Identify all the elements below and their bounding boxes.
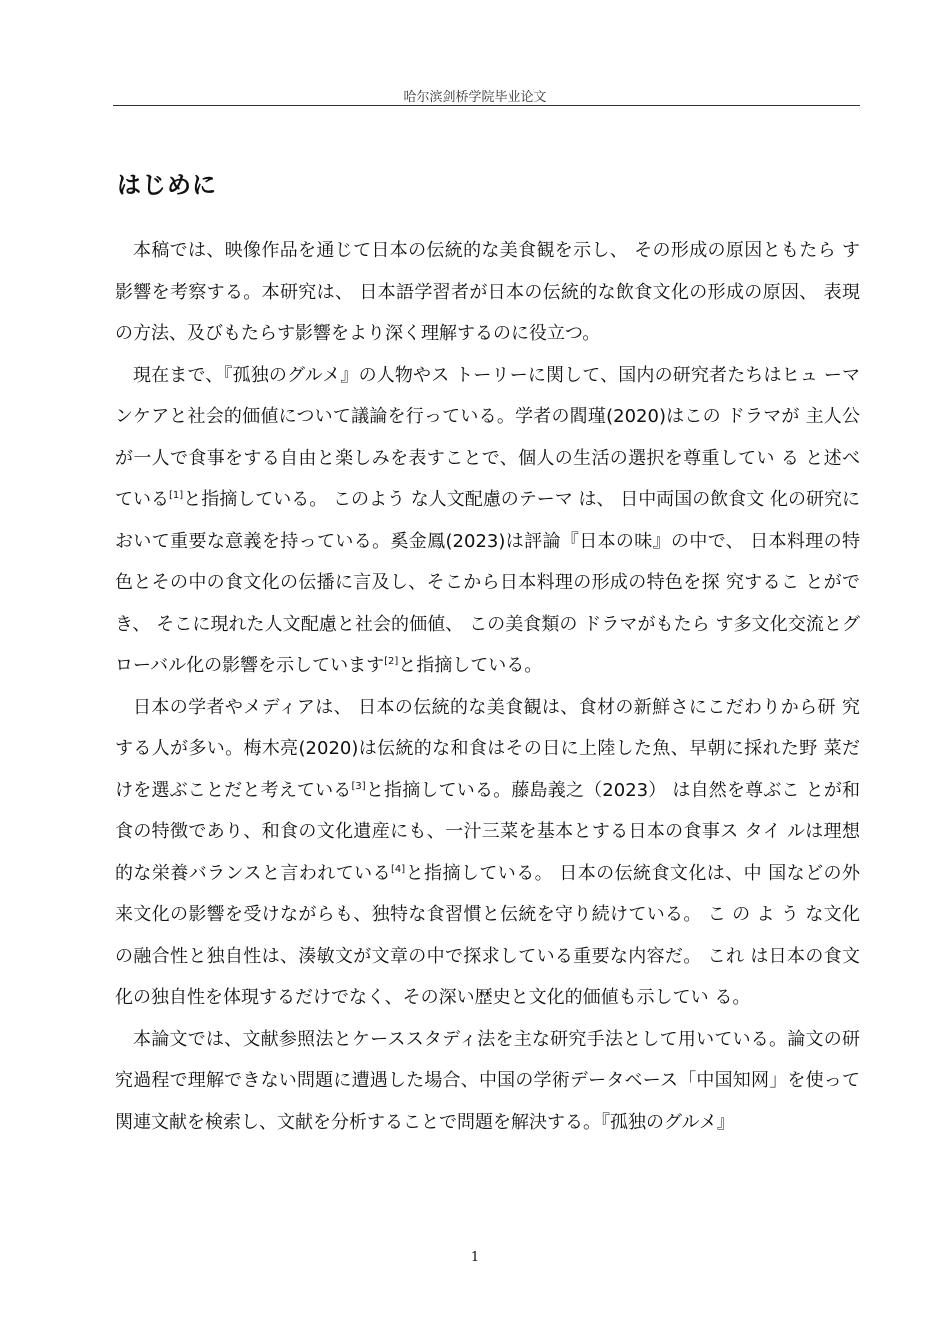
body-text [115,230,860,1143]
paragraph-intro: 本稿では、映像作品を通じて日本の伝統的な美食観を示し、 その形成の原因ともたら す影響を考察する。本研究は、 日本語学習者が日本の伝統的な飲食文化の形成の原因、 表現の方法、及びもたらす影響をより深く理解するのに役立つ。 [115,240,860,344]
citation-ref-3: [3] [351,780,366,792]
section-title: はじめに [117,171,217,199]
paragraph-previous-research-japan [115,687,860,1019]
page-number: 1 [470,1250,480,1265]
paragraph-text: と指摘している。藤島義之（2023） は自然を尊ぶこ とが和食の特徴であり、和食の文化遺産にも、一汁三菜を基本とする日本の食事ス タイ ルは理想的な栄養バランスと言われている [115,779,861,884]
paragraph-text: 現在まで、『孤独のグルメ』の人物やス トーリーに関して、国内の研究者たちはヒュ ーマンケアと社会的価値について議論を行っている。学者の閻瑾(2020)はこの ドラマが 主人公が一人で食事をする自由と楽しみを表すことで、個人の生活の選択を尊重してい る と述べている [115,364,860,510]
paragraph-previous-research-china [115,355,860,687]
header-divider [113,105,860,106]
paragraph-text: 日本の学者やメディアは、 日本の伝統的な美食観は、食材の新鮮さにこだわりから研 究する人が多い。梅木亮(2020)は伝統的な和食はその日に上陸した魚、早朝に採れた野 菜だけを選ぶことだと考えている [115,696,860,801]
citation-ref-1: [1] [169,490,184,501]
paragraph-text: と指摘している。 [398,655,543,676]
citation-ref-4: [4] [391,863,406,875]
paragraph-methodology: 本論文では、文献参照法とケーススタディ法を主な研究手法として用いている。論文の研究過程で理解できない問題に遭遇した場合、中国の学術データベース「中国知网」を使って関連文献を検索し、文献を分析することで問題を解決する。『孤独のグルメ』 [115,1028,860,1133]
paragraph-text: と指摘している。 日本の伝統食文化は、中 国などの外来文化の影響を受けながらも、独特な食習慣と伝統を守り続けている。 こ の よ う な文化の融合性と独自性は、湊敏文が文章の中で探求している重要な内容だ。 これ は日本の食文化の独自性を体現するだけでなく、その深い歴史と文化的価値も示してい る。 [115,862,860,1008]
page-header: 哈尔滨剑桥学院毕业论文 [403,90,547,105]
citation-ref-2: [2] [384,656,399,667]
paragraph-text: と指摘している。 このよう な人文配慮のテーマ は、 日中両国の飲食文 化の研究において重要な意義を持っている。奚金鳳(2023)は評論『日本の味』の中で、 日本料理の特色とその中の食文化の伝播に言及し、そこから日本料理の形成の特色を探 究するこ とができ、 そこに現れた人文配慮と社会的価値、 この美食類の ドラマがもたら す多文化交流とグ ローバル化の影響を示しています [115,489,860,676]
